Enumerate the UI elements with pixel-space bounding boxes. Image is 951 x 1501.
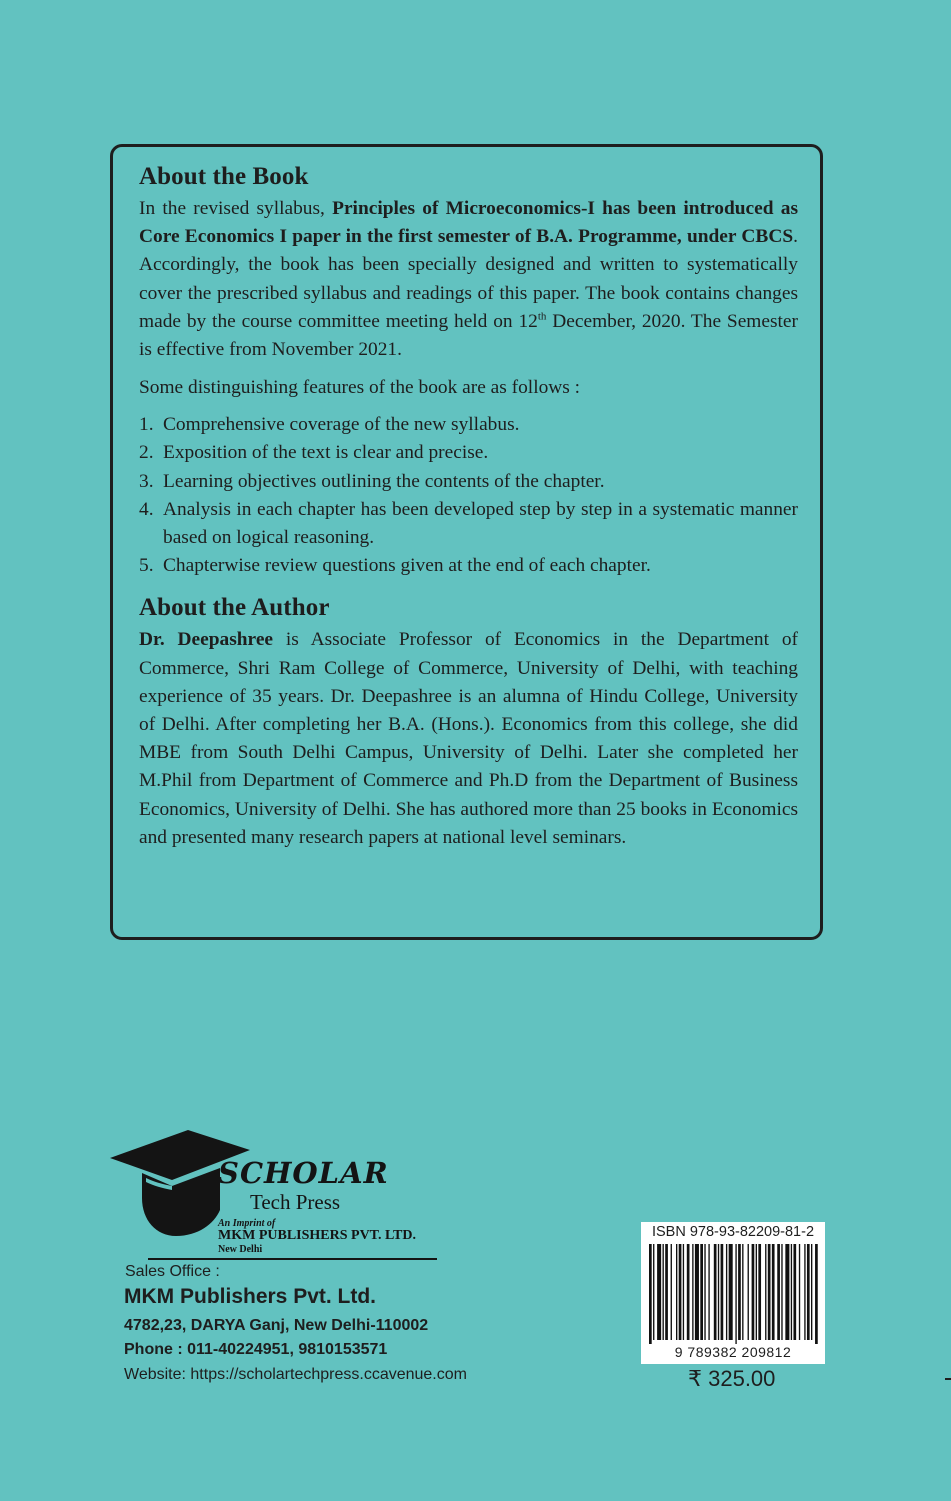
- barcode-digits: 9 789382 209812: [674, 1344, 792, 1360]
- feature-number: 1.: [139, 414, 154, 436]
- imprint-company: MKM PUBLISHERS PVT. LTD.: [218, 1228, 416, 1243]
- list-item: [139, 468, 798, 496]
- brand-name: SCHOLAR: [218, 1156, 389, 1190]
- list-item: [139, 552, 798, 580]
- features-list: [139, 411, 798, 580]
- feature-number: 2.: [139, 442, 154, 464]
- sales-office-company: MKM Publishers Pvt. Ltd.: [124, 1285, 377, 1308]
- author-name: Dr. Deepashree: [139, 629, 274, 651]
- about-book-heading: About the Book: [139, 163, 309, 190]
- feature-number: 3.: [139, 470, 154, 492]
- feature-text: Comprehensive coverage of the new syllabus.: [163, 414, 520, 436]
- imprint-city: New Delhi: [218, 1244, 263, 1255]
- feature-number: 4.: [139, 498, 154, 520]
- feature-text: Analysis in each chapter has been developed step by step in a systematic manner based on logical reasoning.: [163, 498, 798, 549]
- list-item: [139, 411, 798, 439]
- edge-mark: [945, 1378, 951, 1380]
- about-book-text-mid: . Accordingly, the book has been specially designed and written to systematically cover the prescribed syllabus and readings of this paper. The book contains changes made by the course committee meeting held on 12: [139, 226, 798, 332]
- isbn-number: ISBN 978-93-82209-81-2: [651, 1224, 815, 1240]
- list-item: [139, 439, 798, 467]
- info-box: [110, 144, 823, 940]
- about-book-text-start: In the revised syllabus,: [139, 198, 333, 219]
- sales-office-phone: Phone : 011-40224951, 9810153571: [124, 1341, 388, 1358]
- author-bio: is Associate Professor of Economics in the Department of Commerce, Shri Ram College of Commerce, University of Delhi, with teaching experience of 35 years. Dr. Deepashree is an alumna of Hindu College, University of Delhi. After completing her B.A. (Hons.). Economics from this college, she did MBE from South Delhi Campus, University of Delhi. Later she completed her M.Phil from Department of Commerce and Ph.D from the Department of Business Economics, University of Delhi. She has authored more than 25 books in Economics and presented many research papers at national level seminars.: [139, 629, 798, 848]
- about-author-heading: About the Author: [139, 594, 330, 622]
- sales-office-address: 4782,23, DARYA Ganj, New Delhi-110002: [124, 1317, 429, 1334]
- imprint-label: An Imprint of: [218, 1218, 276, 1229]
- list-item: [139, 496, 798, 552]
- sales-office-website: Website: https://scholartechpress.ccavenue.com: [124, 1366, 467, 1383]
- feature-text: Exposition of the text is clear and precise.: [163, 442, 489, 464]
- about-book-text-end: December, 2020. The Semester is effective from November 2021.: [139, 310, 798, 361]
- feature-number: 5.: [139, 555, 154, 577]
- about-book-paragraph: [139, 195, 798, 364]
- feature-text: Learning objectives outlining the contents of the chapter.: [163, 470, 605, 492]
- barcode-box: [641, 1222, 825, 1364]
- price-label: ₹ 325.00: [688, 1366, 776, 1391]
- logo-divider: [148, 1258, 437, 1260]
- barcode-icon: [647, 1244, 819, 1344]
- brand-subtitle: Tech Press: [250, 1190, 341, 1214]
- about-author-paragraph: [139, 626, 798, 852]
- feature-text: Chapterwise review questions given at the end of each chapter.: [163, 555, 651, 577]
- about-book-text-bold: Principles of Microeconomics-I has been introduced as Core Economics I paper in the first semester of B.A. Programme, under CBCS: [139, 198, 799, 248]
- about-book-superscript: th: [537, 310, 547, 323]
- sales-office-label: Sales Office :: [125, 1263, 220, 1280]
- features-intro: Some distinguishing features of the book are as follows :: [139, 377, 581, 399]
